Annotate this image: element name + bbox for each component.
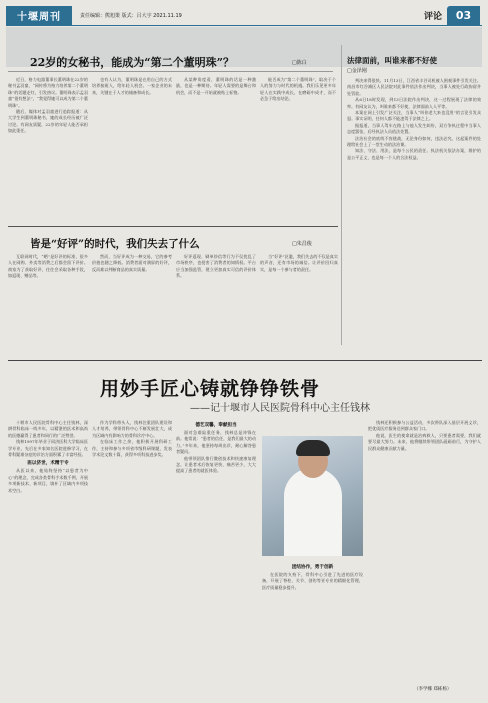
article2-col-4 (260, 254, 338, 350)
article3-top-rule (8, 360, 482, 361)
paragraph: 好评返现、刷单炒信等行为不仅扰乱了市场秩序，也侵害了消费者的知情权。平台应当加强监管，建立更加真实可信的评价体系。 (176, 254, 256, 279)
paragraph: 从某种角度看，董明珠的话是一种激励，也是一种期待。年轻人需要的是舞台和机会，而不是一开始就被贴上标签。 (176, 77, 256, 95)
paragraph: 在医院的支持下，骨科中心引进了先进的医疗设备，开展了脊柱、关节、创伤等亚专业的精细化管理，医疗质量稳步提升。 (262, 572, 363, 590)
page-number: 03 (447, 6, 480, 25)
paragraph: 钱林1997年毕业于同济医科大学临床医学专业，先后在多家知名医院进修学习，在骨科疑难杂症的诊治方面积累了丰富经验。 (8, 439, 88, 458)
article3-col-1 (8, 420, 88, 695)
paragraph: 随后，媒体对孟羽童进行追踪报道：从大学生到董明珠秘书，她的成长经历被广泛讨论。有网友质疑，22岁的年轻人能否承担如此重任。 (8, 109, 88, 134)
article2-col-2 (92, 254, 172, 350)
article1-rule (8, 71, 333, 72)
paragraph: 近日，格力电器董事长董明珠在22岁的秘书孟羽童，“网传将为格力培养第二个董明珠”的话题走红，引发热议。董明珠表示孟羽童“很有想法”，“我觉得她可以成为第二个董明珠”。 (8, 77, 88, 108)
header-info: 责任编辑：熊旭策 版式：吕大宇 2021.11.19 (80, 13, 182, 19)
article3-col-2 (92, 420, 172, 695)
section-subhead: 团结协作，勇于创新 (291, 565, 334, 570)
article3-title: 用妙手匠心铸就铮铮铁骨 (100, 378, 321, 400)
paragraph: 法治社会的底线不容挑战，无论身份如何，违法必究。这起案件的处理给社会上了一堂生动的法治课。 (347, 135, 481, 148)
masthead: 十堰周刊 (6, 6, 72, 25)
section-subhead: 医以济世，术精于专 (27, 461, 69, 467)
paragraph: 本案在网上引发广泛关注，当事人“叫你老大来也没用”的言论引发众怒。事实证明，任何人都不能凌驾于法律之上。 (347, 110, 481, 122)
article3-signature: （李学娜 郑栋杨） (414, 687, 452, 692)
paragraph: 也有人认为，董明珠是在用自己的方式培养接班人，给年轻人机会。一家企业的未来，关键在于人才的储备和成长。 (92, 77, 172, 95)
section-subhead: 德艺双馨，奉献担当 (195, 423, 237, 428)
header-rule (6, 25, 482, 26)
article3-col-3 (176, 420, 256, 695)
column-divider (341, 45, 342, 345)
paragraph: 在临床工作之余，他积极开展科研工作，主持和参与多项省市级科研课题，发表学术论文数十篇，获得多项科技进步奖。 (92, 439, 172, 458)
paragraph: 他带领团队推行微创技术和快速康复理念，让患者术后恢复更快、痛苦更少，大大提高了患者的就医体验。 (176, 455, 256, 474)
article2-title: 皆是“好评”的时代，我们失去了什么 (30, 238, 200, 250)
paragraph: 互联网时代，“晒”是好评的标准，很多人在网购、外卖等消费之后都会留下评价。商家为了获取好评，往往会采取各种手段，如返现、赠品等。 (8, 254, 88, 279)
section-name: 评论 (424, 12, 443, 22)
article1-title: 22岁的女秘书，能成为“第二个董明珠”？ (30, 56, 234, 69)
paragraph: 当“好评”泛滥，我们失去的不仅是真实的声音，还有市场的诚信。让评价回归真实，是每一个参与者的责任。 (260, 254, 338, 272)
paragraph: 知法、守法、用法，是每个公民的责任。执法机关依法办案，维护的是公平正义，也是每一个人的合法权益。 (347, 148, 481, 160)
paragraph: 然而，当好评成为一种交易，它的参考价值也随之降低。消费者面对满屏的好评，反而难以判断商品的真实质量。 (92, 254, 172, 272)
article1-author: □陈白 (292, 60, 307, 66)
article1-col-4 (260, 77, 336, 214)
right-article-title: 法律面前，叫谁来都不好使 (347, 56, 437, 65)
article1-col-1 (8, 77, 88, 214)
right-article-body (347, 78, 481, 340)
article2-top-rule (8, 226, 338, 227)
paragraph: 判决来得很快。11月13日，江西省丰谷司机被人围观事件引发关注。南昌市红谷滩区人民法院对此事件依法作出判决，当事人被处行政拘留并处罚款。 (347, 78, 481, 96)
paragraph: 他说，医生的使命就是治病救人，只要患者需要，我们就要尽最大努力。未来，他将继续带领团队砥砺前行，为守护人民群众健康贡献力量。 (368, 432, 481, 451)
article1-col-3 (176, 77, 256, 214)
paragraph: 钱林还积极参与公益活动，多次带队深入基层开展义诊，把优质医疗服务送到群众家门口。 (368, 420, 481, 432)
paragraph: 面对急难险重任务，钱林总是冲锋在前。他常说：“患者的信任，是我们最大的动力。”多年来，他坚持每周出诊，耐心解答患者疑问。 (176, 430, 256, 455)
article2-col-3 (176, 254, 256, 350)
paragraph: 十堰市人民医院骨科中心主任钱林，深耕骨科临床一线多年，以精湛的医术和高尚的医德赢得了患者和同行的广泛赞誉。 (8, 420, 88, 438)
article3-subtitle: ——记十堰市人民医院骨科中心主任钱林 (190, 403, 370, 414)
paragraph: 能否成为“第二个董明珠”，取决于个人的努力与时代的机遇。我们乐见更多年轻人在实践中成长，在磨砺中成才，而不必急于给出结论。 (260, 77, 336, 102)
article3-col-4 (262, 562, 363, 695)
article2-col-1 (8, 254, 88, 350)
article2-author: □朱昌俊 (292, 241, 312, 247)
paragraph: 据报道，当事人驾车在路上与他人发生纠纷，双方争执过程中当事人态度嚣张，后经执法人员依法处置。 (347, 122, 481, 135)
paragraph: 从6日18时发现，到13日法院作出判决，这一过程展现了法律的效率。有网友认为，叫谁来都不好使，法律面前人人平等。 (347, 97, 481, 109)
article3-col-5 (368, 420, 481, 682)
paragraph: 作为学科带头人，钱林注重团队建设和人才培养，带领骨科中心不断发展壮大，成为区域内有影响力的骨科诊疗中心。 (92, 420, 172, 438)
article1-col-2 (92, 77, 172, 214)
doctor-portrait-photo (262, 436, 363, 556)
right-article-author: □金泽刚 (347, 68, 367, 74)
paragraph: 从医以来，他始终坚持“以患者为中心”的理念，完成各类骨科手术数千例，开展多项新技术、新项目，填补了区域内多项技术空白。 (8, 468, 88, 493)
